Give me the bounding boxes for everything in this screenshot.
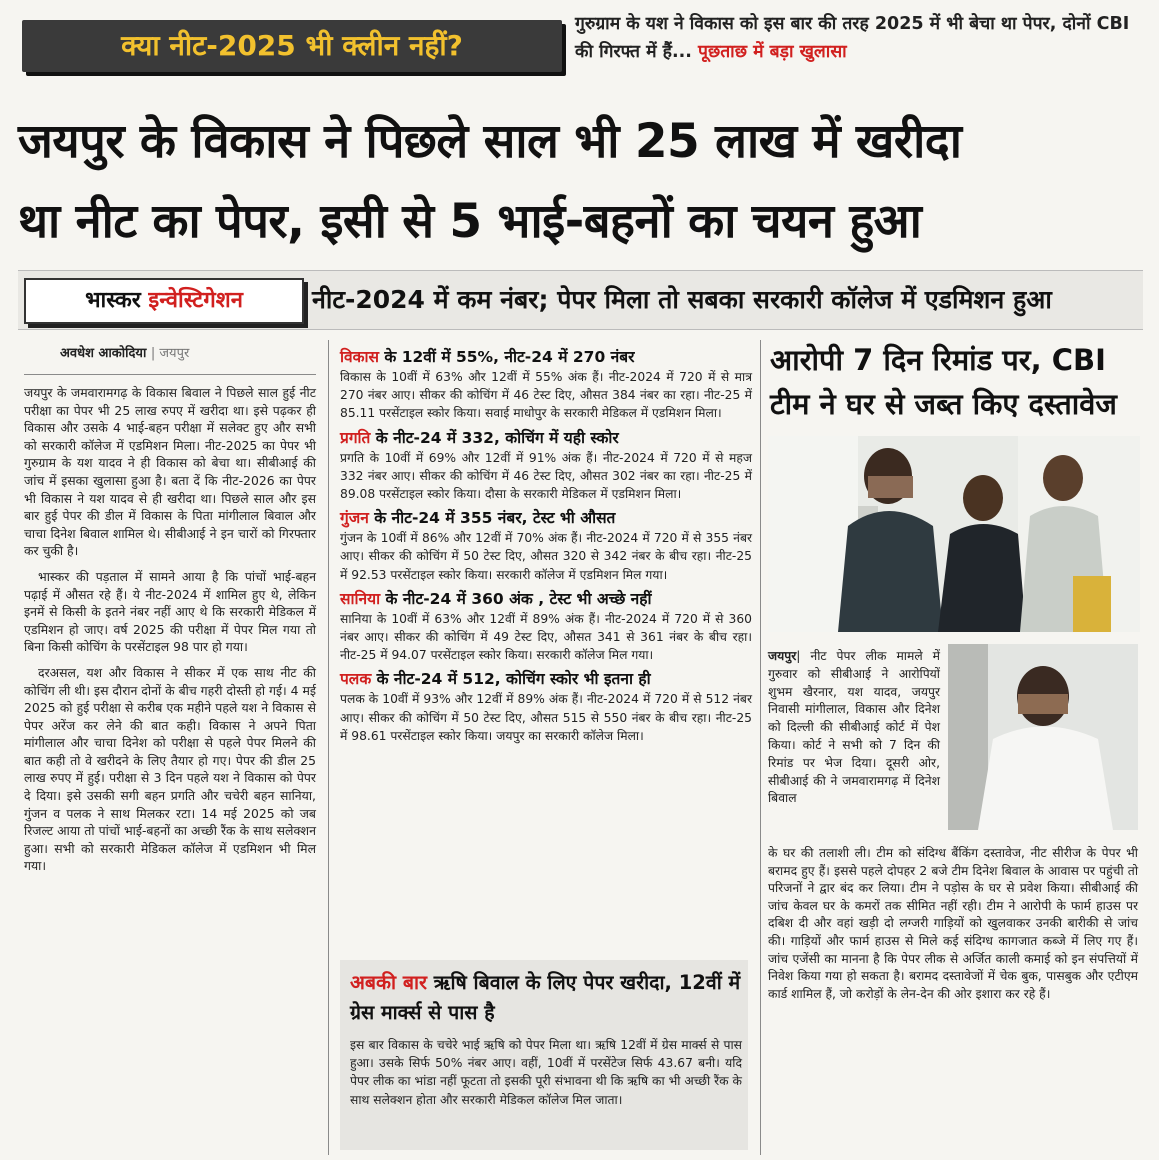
caption-separator: |	[796, 649, 801, 663]
kicker-question: क्या नीट-2025 भी क्लीन नहीं?	[22, 20, 562, 72]
profile-heading-text: के नीट-24 में 360 अंक , टेस्ट भी अच्छे नहीं	[380, 589, 652, 608]
box-heading-text: ऋषि बिवाल के लिए पेपर खरीदा, 12वीं में ग्रेस मार्क्स से पास है	[350, 971, 741, 1024]
tag-brand: भास्कर	[85, 288, 141, 313]
accused-photo-illustration	[948, 644, 1138, 830]
col3-heading-line-1: आरोपी 7 दिन रिमांड पर, CBI	[770, 343, 1106, 377]
column-divider-2	[760, 340, 761, 1155]
profile-body: पलक के 10वीं में 93% और 12वीं में 89% अंक हैं। नीट-2024 में 720 में से 512 नंबर आए। सीकर की कोचिंग में 50 टेस्ट दिए, औसत 515 से 550 नंबर के बीच रहा। नीट-25 में 98.61 परसेंटाइल स्कोर किया। जयपुर का सरकारी कॉलेज मिला।	[340, 692, 752, 743]
profile-heading-text: के नीट-24 में 355 नंबर, टेस्ट भी औसत	[368, 509, 616, 528]
col3-heading-line-2: टीम ने घर से जब्त किए दस्तावेज	[770, 387, 1117, 421]
headline-line-1: जयपुर के विकास ने पिछले साल भी 25 लाख में खरीदा	[18, 114, 962, 169]
kicker-side-text	[575, 10, 1145, 66]
profile-body: विकास के 10वीं में 63% और 12वीं में 55% अंक हैं। नीट-2024 में 720 में से मात्र 270 नंबर आए। सीकर की कोचिंग में 46 टेस्ट दिए, औसत 384 नंबर का रहा। नीट-25 में 85.11 परसेंटाइल स्कोर किया। सवाई माधोपुर के सरकारी मेडिकल में एडमिशन मिला।	[340, 370, 752, 421]
profile-section-palak	[340, 668, 752, 745]
tag-label: इन्वेस्टिगेशन	[148, 288, 243, 313]
profile-section-vikas	[340, 346, 752, 423]
caption-city: जयपुर	[768, 649, 797, 663]
box-heading	[350, 968, 745, 1028]
kicker-side-main: गुरुग्राम के यश ने विकास को इस बार की तरह 2025 में भी बेचा था पेपर, दोनों CBI की गिरफ्त में हैं...	[575, 14, 1130, 62]
col3-body: के घर की तलाशी ली। टीम को संदिग्ध बैंकिंग दस्तावेज, नीट सीरीज के पेपर भी बरामद हुए हैं। इससे पहले दोपहर 2 बजे टीम दिनेश बिवाल के आवास पर पहुंची तो परिजनों ने द्वार बंद कर लिया। टीम ने पड़ोस के घर से प्रवेश किया। सीबीआई की जांच केवल घर के कमरों तक सीमित नहीं रही। टीम ने आरोपी के फार्म हाउस पर दबिश दी और वहां खड़ी दो लग्जरी गाड़ियों को खुलवाकर उनकी बारीकी से जांच की। गाड़ियों और फार्म हाउस से मिले कई संदिग्ध कागजात कब्जे में लिए गए हैं। जांच एजेंसी का मानना है कि पेपर लीक से अर्जित काली कमाई को इन संपत्तियों में निवेश किया गया हो सकता है। बरामद दस्तावेजों में चेक बुक, पासबुक और एटीएम कार्ड शामिल हैं, जो करोड़ों के लेन-देन की ओर इशारा कर रहे हैं।	[768, 846, 1138, 1001]
kicker-side-highlight: पूछताछ में बड़ा खुलासा	[698, 42, 847, 62]
profile-heading	[340, 588, 752, 610]
investigation-tag	[24, 278, 304, 324]
profile-body: प्रगति के 10वीं में 69% और 12वीं में 91% अंक हैं। नीट-2024 में 720 में से महज 332 नंबर आए। सीकर की कोचिंग में 46 टेस्ट दिए, औसत 302 नंबर का रहा। नीट-25 में 89.08 परसेंटाइल स्कोर किया। दौसा के सरकारी मेडिकल में एडमिशन मिला।	[340, 450, 752, 502]
arrest-photo	[768, 436, 1140, 632]
main-story-column	[24, 384, 316, 883]
subhead: नीट-2024 में कम नंबर; पेपर मिला तो सबका सरकारी कॉलेज में एडमिशन हुआ	[312, 285, 1052, 314]
profile-heading	[340, 346, 752, 368]
box-body: इस बार विकास के चचेरे भाई ऋषि को पेपर मिला था। ऋषि 12वीं में ग्रेस मार्क्स से पास हुआ। उसके सिर्फ 50% नंबर आए। वहीं, 10वीं में परसेंटेज सिर्फ 43.67 बनी। यदि पेपर लीक का भांडा नहीं फूटता तो इसकी पूरी संभावना थी कि ऋषि का भी अच्छी रैंक के साथ सलेक्शन होता और सरकारी मेडिकल कॉलेज मिल जाता।	[350, 1038, 742, 1107]
profile-heading	[340, 507, 752, 529]
profile-heading	[340, 427, 752, 449]
byline-city: जयपुर	[159, 346, 190, 361]
profile-name: प्रगति	[340, 428, 371, 447]
profile-body: सानिया के 10वीं में 63% और 12वीं में 89% अंक हैं। नीट-2024 में 720 में से 360 नंबर आए। सीकर की कोचिंग में 49 टेस्ट दिए, औसत 341 से 361 नंबर के बीच रहा। नीट-25 में 94.07 परसेंटाइल स्कोर किया। सरकारी कॉलेज मिल गया।	[340, 611, 752, 663]
profile-name: गुंजन	[340, 509, 369, 528]
accused-photo	[948, 644, 1138, 830]
profile-body: गुंजन के 10वीं में 86% और 12वीं में 70% अंक हैं। नीट-2024 में 720 में से 355 नंबर आए। सीकर की कोचिंग में 50 टेस्ट दिए, औसत 320 से 342 नंबर के बीच रहा। नीट-25 में 92.53 परसेंटाइल स्कोर किया। सरकारी कॉलेज में एडमिशन मिल गया।	[340, 531, 752, 582]
profile-name: विकास	[340, 348, 380, 366]
headline-line-2: था नीट का पेपर, इसी से 5 भाई-बहनों का चयन हुआ	[18, 194, 922, 249]
byline-sep: |	[150, 346, 160, 361]
arrest-photo-illustration	[768, 436, 1140, 632]
profile-heading-text: के नीट-24 में 512, कोचिंग स्कोर भी इतना ही	[371, 670, 651, 689]
byline	[60, 343, 189, 361]
profile-heading	[340, 668, 752, 690]
photo-caption	[768, 648, 940, 808]
profile-heading-text: के नीट-24 में 332, कोचिंग में यही स्कोर	[370, 428, 619, 447]
story-paragraph: जयपुर के जमवारामगढ़ के विकास बिवाल ने पिछले साल हुई नीट परीक्षा का पेपर भी 25 लाख रुपए में खरीदा था। इसे पढ़कर ही विकास और उसके 4 भाई-बहन परीक्षा में सलेक्ट हुए और सभी को सरकारी कॉलेज में एडमिशन मिला। नीट-2025 का पेपर भी गुरुग्राम के यश यादव ने ही विकास को बेचा था। सीबीआई की जांच में इसका खुलासा हुआ है। बता दें कि नीट-2026 का पेपर भी विकास ने यश यादव से ही खरीदा था। पिछले साल और इस बार हुई पेपर की डील में विकास के पिता मांगीलाल बिवाल और चाचा दिनेश बिवाल शामिल थे। सीबीआई ने इन चारों को गिरफ्तार कर चुकी है।	[24, 385, 316, 559]
profile-name: पलक	[340, 670, 372, 689]
story-paragraph: दरअसल, यश और विकास ने सीकर में एक साथ नीट की कोचिंग ली थी। इस दौरान दोनों के बीच गहरी दोस्ती हो गई। 4 मई 2025 को हुई परीक्षा से करीब एक महीने पहले यश ने विकास से पेपर अरेंज कर लेने की बात कही। विकास ने अपने पिता मांगीलाल और चाचा दिनेश को परीक्षा से पहले पेपर मिलने की बात कही तो वे खरीदने के लिए तैयार हो गए। पेपर की डील 25 लाख रुपए में हुई। परीक्षा से 3 दिन पहले यश ने विकास को पेपर दे दिया। इसे उसकी सगी बहन प्रगति और चचेरी बहन सानिया, गुंजन व पलक ने साथ मिलकर रटा। 14 मई 2025 को जब रिजल्ट आया तो पांचों भाई-बहनों का अच्छी रैंक के साथ सलेक्शन हुआ। सभी को सरकारी मेडिकल कॉलेज में एडमिशन भी मिल गया।	[24, 664, 316, 874]
profile-heading-text: के 12वीं में 55%, नीट-24 में 270 नंबर	[379, 348, 635, 366]
byline-rule	[24, 374, 316, 375]
profile-name: सानिया	[340, 589, 381, 608]
story-paragraph: भास्कर की पड़ताल में सामने आया है कि पांचों भाई-बहन पढ़ाई में औसत रहे हैं। ये नीट-2024 में शामिल हुए थे, लेकिन इनमें से किसी के इतने नंबर नहीं आए थे कि सरकारी मेडिकल में एडमिशन हो जाए। वर्ष 2025 की परीक्षा में पेपर मिल गया तो बिना किसी कोचिंग के परसेंटाइल 98 पार हो गया।	[24, 568, 316, 655]
box-heading-red: अबकी बार	[350, 971, 428, 994]
profile-section-pragati	[340, 427, 752, 504]
col3-heading	[770, 338, 1150, 426]
profiles-column	[340, 346, 752, 749]
caption-text: नीट पेपर लीक मामले में गुरुवार को सीबीआई ने आरोपियों शुभम खैरनार, यश यादव, जयपुर निवासी मांगीलाल, विकास और दिनेश को दिल्ली की सीबीआई कोर्ट में पेश किया। कोर्ट ने सभी को 7 दिन की रिमांड पर भेज दिया। दूसरी ओर, सीबीआई की ने जमवारामगढ़ में दिनेश बिवाल	[768, 649, 940, 806]
byline-name: अवधेश आकोदिया	[60, 346, 147, 361]
profile-section-gunjan	[340, 507, 752, 584]
column-divider-1	[328, 340, 329, 1155]
profile-section-saniya	[340, 588, 752, 665]
